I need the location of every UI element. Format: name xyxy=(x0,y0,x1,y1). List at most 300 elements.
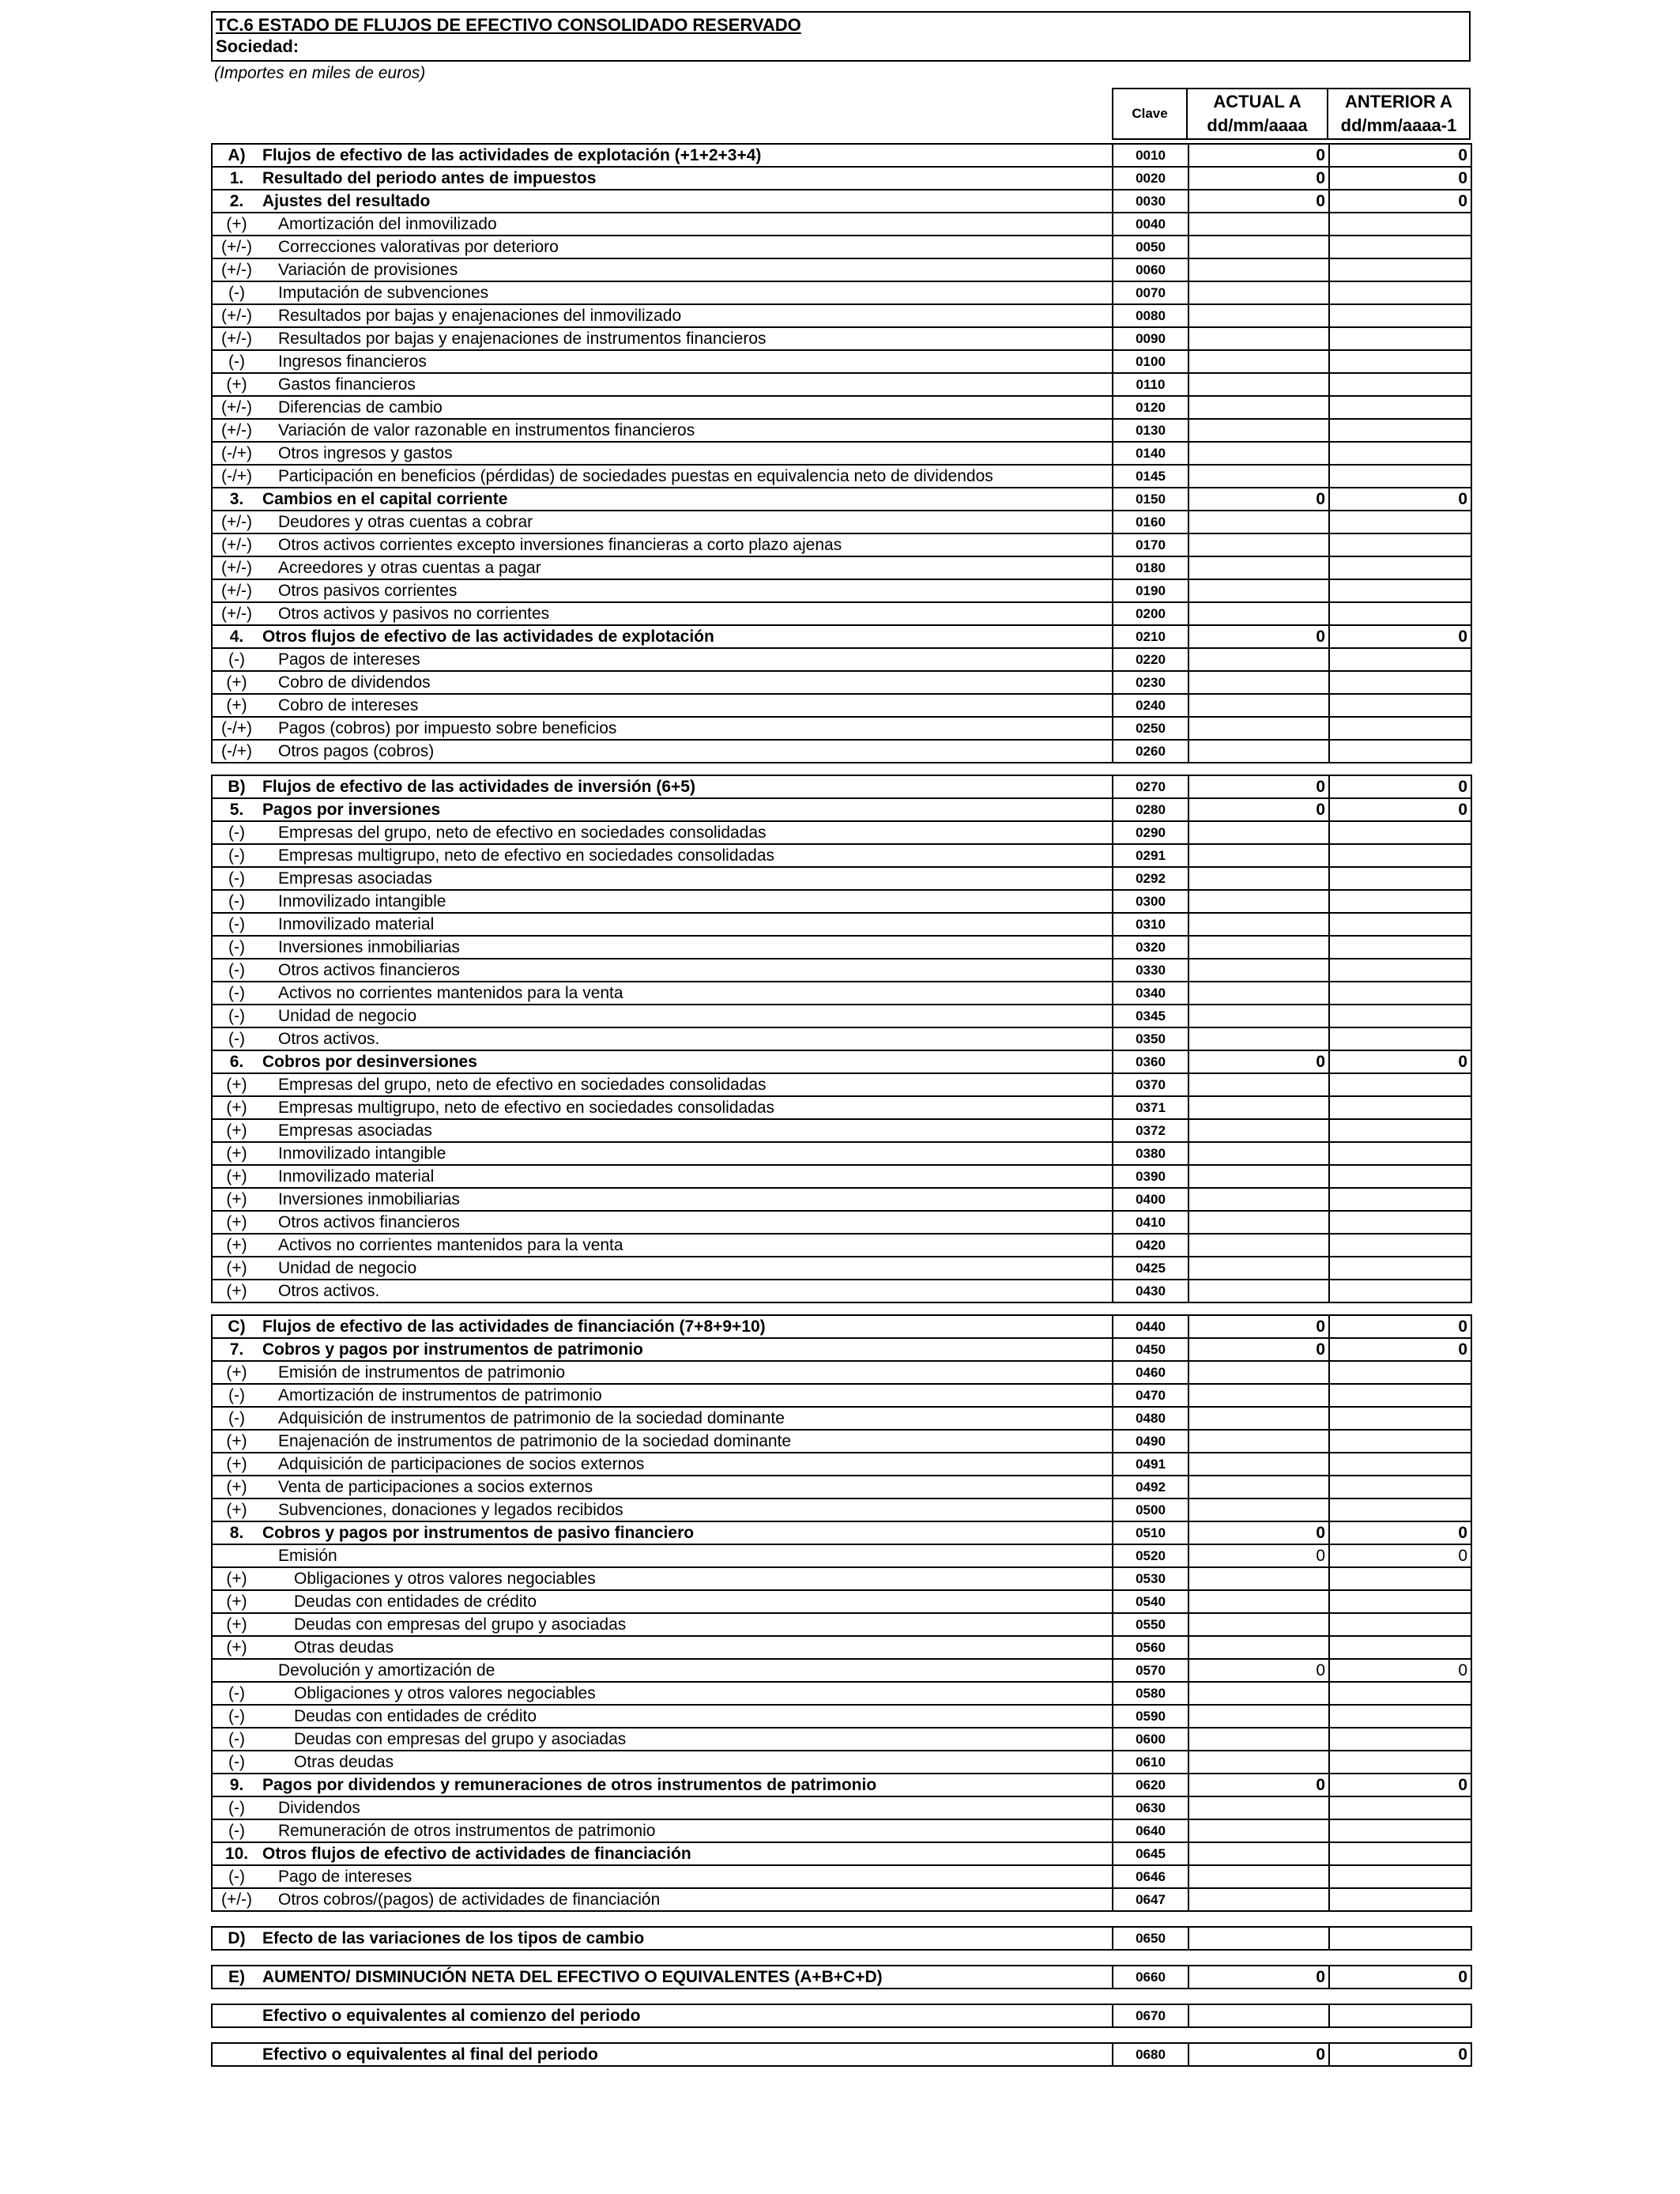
table-row xyxy=(212,798,1471,821)
row-label: Otros activos financieros xyxy=(261,959,1113,982)
column-anterior-line2: dd/mm/aaaa-1 xyxy=(1340,115,1457,135)
row-label: Emisión xyxy=(261,1544,1113,1567)
row-label: Adquisición de participaciones de socios externos xyxy=(261,1453,1113,1476)
row-value-actual xyxy=(1188,1796,1329,1819)
row-clave: 0320 xyxy=(1113,936,1188,959)
row-value-anterior xyxy=(1329,1384,1471,1407)
table-row xyxy=(212,1751,1471,1774)
row-value-anterior xyxy=(1329,533,1471,556)
row-label: Deudas con entidades de crédito xyxy=(261,1590,1113,1613)
row-clave: 0280 xyxy=(1113,798,1188,821)
row-label: Otros activos y pasivos no corrientes xyxy=(261,602,1113,625)
row-sign: (-) xyxy=(212,648,261,671)
row-sign: (+) xyxy=(212,1590,261,1613)
row-value-anterior xyxy=(1329,1280,1471,1302)
row-clave: 0370 xyxy=(1113,1073,1188,1096)
row-clave: 0680 xyxy=(1113,2043,1188,2066)
row-value-actual xyxy=(1188,671,1329,694)
table-row xyxy=(212,625,1471,648)
row-value-anterior xyxy=(1329,867,1471,890)
row-sign: (-) xyxy=(212,1865,261,1888)
row-label: Deudas con empresas del grupo y asociadas xyxy=(261,1728,1113,1751)
row-sign: (-) xyxy=(212,936,261,959)
row-value-anterior xyxy=(1329,1407,1471,1430)
row-value-actual xyxy=(1188,1865,1329,1888)
table-row xyxy=(212,465,1471,488)
row-label: Cobro de dividendos xyxy=(261,671,1113,694)
row-label: Empresas multigrupo, neto de efectivo en sociedades consolidadas xyxy=(261,1096,1113,1119)
row-label: Ingresos financieros xyxy=(261,350,1113,373)
row-value-actual xyxy=(1188,740,1329,763)
row-value-anterior xyxy=(1329,1567,1471,1590)
statement-section xyxy=(211,2004,1472,2028)
row-clave: 0210 xyxy=(1113,625,1188,648)
row-clave: 0647 xyxy=(1113,1888,1188,1911)
row-value-anterior xyxy=(1329,959,1471,982)
row-label: Resultados por bajas y enajenaciones del inmovilizado xyxy=(261,304,1113,327)
row-label: Pago de intereses xyxy=(261,1865,1113,1888)
row-clave: 0540 xyxy=(1113,1590,1188,1613)
row-label: Empresas multigrupo, neto de efectivo en sociedades consolidadas xyxy=(261,844,1113,867)
report-header xyxy=(211,11,1471,62)
row-clave: 0645 xyxy=(1113,1842,1188,1865)
row-value-actual xyxy=(1188,936,1329,959)
row-value-anterior xyxy=(1329,1005,1471,1027)
row-value-actual xyxy=(1188,556,1329,579)
row-value-anterior xyxy=(1329,982,1471,1005)
row-sign: (+/-) xyxy=(212,419,261,442)
row-label: Pagos (cobros) por impuesto sobre beneficios xyxy=(261,717,1113,740)
table-row xyxy=(212,1544,1471,1567)
column-header xyxy=(211,88,1471,143)
row-sign: (+) xyxy=(212,1567,261,1590)
row-value-anterior xyxy=(1329,1613,1471,1636)
row-clave: 0250 xyxy=(1113,717,1188,740)
row-value-anterior: 0 xyxy=(1329,1659,1471,1682)
row-value-actual xyxy=(1188,1119,1329,1142)
row-value-anterior xyxy=(1329,1453,1471,1476)
row-value-anterior xyxy=(1329,671,1471,694)
row-value-anterior xyxy=(1329,327,1471,350)
table-row xyxy=(212,982,1471,1005)
row-clave: 0530 xyxy=(1113,1567,1188,1590)
row-clave: 0200 xyxy=(1113,602,1188,625)
table-row xyxy=(212,1407,1471,1430)
row-sign: (-) xyxy=(212,959,261,982)
row-sign: 5. xyxy=(212,798,261,821)
table-row xyxy=(212,1682,1471,1705)
row-value-anterior: 0 xyxy=(1329,190,1471,213)
row-label: Otros activos. xyxy=(261,1027,1113,1050)
table-row xyxy=(212,350,1471,373)
row-value-actual xyxy=(1188,304,1329,327)
row-label: Efectivo o equivalentes al final del periodo xyxy=(261,2043,1113,2066)
row-sign: (-) xyxy=(212,1384,261,1407)
row-label: Venta de participaciones a socios externos xyxy=(261,1476,1113,1498)
row-sign: (+) xyxy=(212,213,261,236)
row-clave: 0390 xyxy=(1113,1165,1188,1188)
statement-section xyxy=(211,1926,1472,1951)
row-value-anterior xyxy=(1329,1888,1471,1911)
row-value-actual xyxy=(1188,1096,1329,1119)
row-label: Acreedores y otras cuentas a pagar xyxy=(261,556,1113,579)
row-value-anterior xyxy=(1329,1927,1471,1950)
table-row xyxy=(212,867,1471,890)
row-clave: 0010 xyxy=(1113,144,1188,167)
row-value-actual: 0 xyxy=(1188,1544,1329,1567)
row-sign: (-) xyxy=(212,1705,261,1728)
row-label: Subvenciones, donaciones y legados recibidos xyxy=(261,1498,1113,1521)
row-value-actual xyxy=(1188,821,1329,844)
table-row xyxy=(212,2043,1471,2066)
table-row xyxy=(212,1796,1471,1819)
row-value-actual xyxy=(1188,844,1329,867)
row-sign: (+/-) xyxy=(212,511,261,533)
row-sign: (-) xyxy=(212,844,261,867)
table-row xyxy=(212,1865,1471,1888)
row-value-anterior xyxy=(1329,1476,1471,1498)
row-sign: (-/+) xyxy=(212,442,261,465)
row-value-actual xyxy=(1188,213,1329,236)
row-clave: 0650 xyxy=(1113,1927,1188,1950)
row-label: Inversiones inmobiliarias xyxy=(261,936,1113,959)
row-value-anterior xyxy=(1329,740,1471,763)
row-value-actual: 0 xyxy=(1188,1774,1329,1796)
table-row xyxy=(212,1211,1471,1234)
row-value-actual: 0 xyxy=(1188,798,1329,821)
row-label: Cobros por desinversiones xyxy=(261,1050,1113,1073)
row-clave: 0230 xyxy=(1113,671,1188,694)
row-value-anterior xyxy=(1329,1682,1471,1705)
table-row xyxy=(212,419,1471,442)
table-row xyxy=(212,236,1471,258)
row-label: Dividendos xyxy=(261,1796,1113,1819)
row-clave: 0100 xyxy=(1113,350,1188,373)
table-row xyxy=(212,396,1471,419)
row-clave: 0070 xyxy=(1113,281,1188,304)
row-clave: 0550 xyxy=(1113,1613,1188,1636)
row-value-actual: 0 xyxy=(1188,190,1329,213)
row-value-actual xyxy=(1188,717,1329,740)
row-value-actual xyxy=(1188,1005,1329,1027)
row-sign: (-) xyxy=(212,350,261,373)
row-clave: 0560 xyxy=(1113,1636,1188,1659)
table-row xyxy=(212,304,1471,327)
table-row xyxy=(212,1005,1471,1027)
row-value-actual xyxy=(1188,1234,1329,1257)
row-label: Empresas asociadas xyxy=(261,867,1113,890)
row-clave: 0646 xyxy=(1113,1865,1188,1888)
row-sign: 10. xyxy=(212,1842,261,1865)
row-value-anterior xyxy=(1329,1211,1471,1234)
table-row xyxy=(212,1659,1471,1682)
row-value-anterior xyxy=(1329,1361,1471,1384)
row-label: Correcciones valorativas por deterioro xyxy=(261,236,1113,258)
row-label: Variación de provisiones xyxy=(261,258,1113,281)
row-clave: 0240 xyxy=(1113,694,1188,717)
row-sign: (-) xyxy=(212,281,261,304)
row-label: Flujos de efectivo de las actividades de explotación (+1+2+3+4) xyxy=(261,144,1113,167)
row-value-anterior xyxy=(1329,1073,1471,1096)
report-title: TC.6 ESTADO DE FLUJOS DE EFECTIVO CONSOLIDADO RESERVADO xyxy=(216,15,801,35)
table-row xyxy=(212,1966,1471,1989)
row-value-actual xyxy=(1188,442,1329,465)
row-value-actual xyxy=(1188,648,1329,671)
row-label: Diferencias de cambio xyxy=(261,396,1113,419)
row-value-actual xyxy=(1188,396,1329,419)
row-sign: (+/-) xyxy=(212,533,261,556)
row-value-anterior: 0 xyxy=(1329,1521,1471,1544)
row-sign: 6. xyxy=(212,1050,261,1073)
row-sign: (+) xyxy=(212,1142,261,1165)
row-label: Obligaciones y otros valores negociables xyxy=(261,1567,1113,1590)
row-sign: (-) xyxy=(212,1407,261,1430)
row-sign: (+) xyxy=(212,1188,261,1211)
table-row xyxy=(212,327,1471,350)
row-value-actual xyxy=(1188,236,1329,258)
row-label: Imputación de subvenciones xyxy=(261,281,1113,304)
row-value-anterior xyxy=(1329,1430,1471,1453)
row-sign: (+) xyxy=(212,1096,261,1119)
row-clave: 0660 xyxy=(1113,1966,1188,1989)
row-sign: (+) xyxy=(212,1476,261,1498)
row-value-actual: 0 xyxy=(1188,1315,1329,1338)
row-sign: A) xyxy=(212,144,261,167)
row-clave: 0670 xyxy=(1113,2004,1188,2027)
table-row xyxy=(212,890,1471,913)
row-clave: 0372 xyxy=(1113,1119,1188,1142)
row-value-actual xyxy=(1188,913,1329,936)
row-value-actual: 0 xyxy=(1188,1050,1329,1073)
row-clave: 0580 xyxy=(1113,1682,1188,1705)
row-value-actual: 0 xyxy=(1188,2043,1329,2066)
row-label: Cobro de intereses xyxy=(261,694,1113,717)
row-label: Flujos de efectivo de las actividades de financiación (7+8+9+10) xyxy=(261,1315,1113,1338)
table-row xyxy=(212,281,1471,304)
row-sign: (-) xyxy=(212,890,261,913)
row-label: Otros ingresos y gastos xyxy=(261,442,1113,465)
row-clave: 0491 xyxy=(1113,1453,1188,1476)
statement-section xyxy=(211,1965,1472,1989)
row-sign: 1. xyxy=(212,167,261,190)
row-value-actual xyxy=(1188,281,1329,304)
row-sign: (+/-) xyxy=(212,1888,261,1911)
row-sign: (-) xyxy=(212,1796,261,1819)
row-sign: (+) xyxy=(212,671,261,694)
column-actual-line2: dd/mm/aaaa xyxy=(1207,115,1308,135)
row-label: Variación de valor razonable en instrumentos financieros xyxy=(261,419,1113,442)
row-clave: 0360 xyxy=(1113,1050,1188,1073)
row-value-actual xyxy=(1188,1705,1329,1728)
row-clave: 0425 xyxy=(1113,1257,1188,1280)
row-label: Otros activos financieros xyxy=(261,1211,1113,1234)
row-value-anterior xyxy=(1329,890,1471,913)
row-value-anterior xyxy=(1329,602,1471,625)
table-row xyxy=(212,533,1471,556)
row-sign: (+) xyxy=(212,1257,261,1280)
row-sign: (+) xyxy=(212,373,261,396)
table-row xyxy=(212,694,1471,717)
row-sign: 4. xyxy=(212,625,261,648)
row-value-anterior xyxy=(1329,1096,1471,1119)
row-sign xyxy=(212,1659,261,1682)
table-row xyxy=(212,1521,1471,1544)
statement-section xyxy=(211,143,1472,763)
row-clave: 0590 xyxy=(1113,1705,1188,1728)
row-label: Resultados por bajas y enajenaciones de instrumentos financieros xyxy=(261,327,1113,350)
row-value-actual xyxy=(1188,533,1329,556)
table-row xyxy=(212,671,1471,694)
row-value-actual xyxy=(1188,602,1329,625)
row-sign: (+/-) xyxy=(212,602,261,625)
row-sign: (-) xyxy=(212,821,261,844)
row-clave: 0300 xyxy=(1113,890,1188,913)
row-value-anterior xyxy=(1329,419,1471,442)
row-sign: (+/-) xyxy=(212,396,261,419)
row-value-actual: 0 xyxy=(1188,1966,1329,1989)
row-label: Otros cobros/(pagos) de actividades de financiación xyxy=(261,1888,1113,1911)
row-clave: 0440 xyxy=(1113,1315,1188,1338)
row-clave: 0350 xyxy=(1113,1027,1188,1050)
row-value-anterior xyxy=(1329,373,1471,396)
row-sign: (-/+) xyxy=(212,465,261,488)
row-value-actual: 0 xyxy=(1188,1659,1329,1682)
row-sign xyxy=(212,2004,261,2027)
row-clave: 0430 xyxy=(1113,1280,1188,1302)
row-label: Ajustes del resultado xyxy=(261,190,1113,213)
row-value-anterior: 0 xyxy=(1329,2043,1471,2066)
row-value-actual xyxy=(1188,1280,1329,1302)
row-value-anterior: 0 xyxy=(1329,775,1471,798)
row-sign: C) xyxy=(212,1315,261,1338)
row-value-actual xyxy=(1188,1498,1329,1521)
row-value-actual xyxy=(1188,579,1329,602)
row-sign: (+/-) xyxy=(212,556,261,579)
row-value-anterior xyxy=(1329,1142,1471,1165)
row-value-anterior xyxy=(1329,1796,1471,1819)
row-clave: 0291 xyxy=(1113,844,1188,867)
row-clave: 0090 xyxy=(1113,327,1188,350)
row-value-actual xyxy=(1188,1407,1329,1430)
row-label: Pagos de intereses xyxy=(261,648,1113,671)
row-value-actual xyxy=(1188,694,1329,717)
row-value-anterior: 0 xyxy=(1329,1338,1471,1361)
row-value-actual xyxy=(1188,890,1329,913)
row-value-anterior xyxy=(1329,1188,1471,1211)
row-label: Devolución y amortización de xyxy=(261,1659,1113,1682)
table-row xyxy=(212,1888,1471,1911)
row-value-anterior xyxy=(1329,1234,1471,1257)
row-sign: (+/-) xyxy=(212,327,261,350)
row-clave: 0080 xyxy=(1113,304,1188,327)
row-sign: (-) xyxy=(212,1751,261,1774)
row-clave: 0450 xyxy=(1113,1338,1188,1361)
row-clave: 0330 xyxy=(1113,959,1188,982)
row-value-actual xyxy=(1188,327,1329,350)
row-label: Otros pagos (cobros) xyxy=(261,740,1113,763)
table-row xyxy=(212,648,1471,671)
row-clave: 0570 xyxy=(1113,1659,1188,1682)
table-row xyxy=(212,1567,1471,1590)
row-sign: (+) xyxy=(212,1453,261,1476)
row-label: Pagos por dividendos y remuneraciones de otros instrumentos de patrimonio xyxy=(261,1774,1113,1796)
row-sign: (-) xyxy=(212,1682,261,1705)
column-actual xyxy=(1186,88,1328,140)
row-clave: 0470 xyxy=(1113,1384,1188,1407)
row-clave: 0190 xyxy=(1113,579,1188,602)
row-value-anterior xyxy=(1329,717,1471,740)
row-sign: (+/-) xyxy=(212,258,261,281)
row-clave: 0292 xyxy=(1113,867,1188,890)
row-value-actual xyxy=(1188,1165,1329,1188)
table-row xyxy=(212,1728,1471,1751)
row-sign: (+) xyxy=(212,1498,261,1521)
row-clave: 0150 xyxy=(1113,488,1188,511)
column-clave: Clave xyxy=(1112,88,1188,140)
row-value-actual xyxy=(1188,419,1329,442)
row-value-actual xyxy=(1188,1211,1329,1234)
column-anterior xyxy=(1327,88,1471,140)
row-sign: 3. xyxy=(212,488,261,511)
table-row xyxy=(212,1498,1471,1521)
row-label: Cambios en el capital corriente xyxy=(261,488,1113,511)
row-value-anterior: 0 xyxy=(1329,1544,1471,1567)
table-row xyxy=(212,1384,1471,1407)
row-value-anterior xyxy=(1329,1119,1471,1142)
row-clave: 0345 xyxy=(1113,1005,1188,1027)
row-value-actual xyxy=(1188,1842,1329,1865)
row-value-anterior: 0 xyxy=(1329,1966,1471,1989)
row-sign xyxy=(212,2043,261,2066)
row-sign: 2. xyxy=(212,190,261,213)
row-label: Activos no corrientes mantenidos para la venta xyxy=(261,1234,1113,1257)
row-label: Inmovilizado material xyxy=(261,913,1113,936)
row-label: Deudores y otras cuentas a cobrar xyxy=(261,511,1113,533)
row-value-anterior: 0 xyxy=(1329,488,1471,511)
row-label: Inmovilizado intangible xyxy=(261,1142,1113,1165)
row-label: Unidad de negocio xyxy=(261,1257,1113,1280)
row-sign: (+) xyxy=(212,1073,261,1096)
row-value-actual xyxy=(1188,1613,1329,1636)
row-sign: 8. xyxy=(212,1521,261,1544)
table-row xyxy=(212,1842,1471,1865)
row-value-anterior xyxy=(1329,694,1471,717)
row-label: Otras deudas xyxy=(261,1751,1113,1774)
units-note: (Importes en miles de euros) xyxy=(214,64,426,82)
row-label: Gastos financieros xyxy=(261,373,1113,396)
row-sign: (+) xyxy=(212,1430,261,1453)
row-value-actual xyxy=(1188,1188,1329,1211)
table-row xyxy=(212,556,1471,579)
row-sign: (-) xyxy=(212,982,261,1005)
column-actual-line1: ACTUAL A xyxy=(1213,92,1301,111)
table-row xyxy=(212,2004,1471,2027)
table-row xyxy=(212,1188,1471,1211)
table-row xyxy=(212,1119,1471,1142)
row-label: Cobros y pagos por instrumentos de patrimonio xyxy=(261,1338,1113,1361)
row-label: Pagos por inversiones xyxy=(261,798,1113,821)
table-row xyxy=(212,1234,1471,1257)
row-value-actual xyxy=(1188,1590,1329,1613)
table-row xyxy=(212,1927,1471,1950)
row-clave: 0371 xyxy=(1113,1096,1188,1119)
row-value-anterior xyxy=(1329,281,1471,304)
table-row xyxy=(212,1338,1471,1361)
row-clave: 0410 xyxy=(1113,1211,1188,1234)
row-value-anterior: 0 xyxy=(1329,144,1471,167)
row-label: Inversiones inmobiliarias xyxy=(261,1188,1113,1211)
table-row xyxy=(212,1636,1471,1659)
